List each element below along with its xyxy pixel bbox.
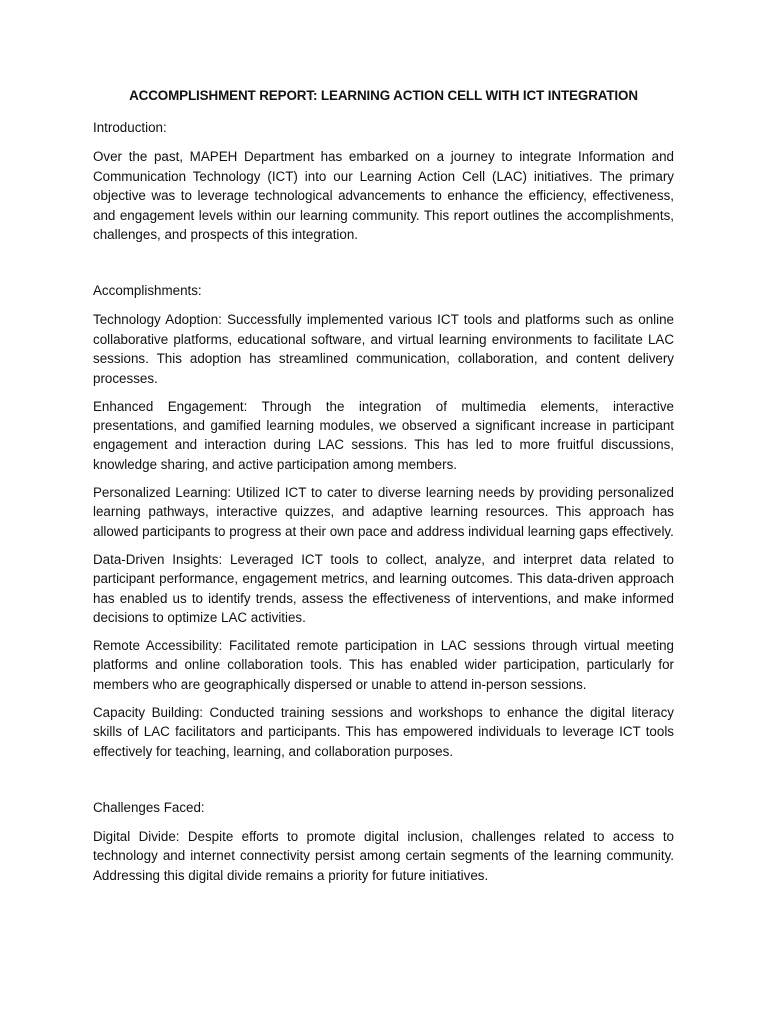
section-spacer bbox=[93, 770, 674, 798]
accomplishment-data-driven-insights: Data-Driven Insights: Leveraged ICT tools to collect, analyze, and interpret data related to participant performance, engagement metrics, and learning outcomes. This data-driven approach has enabled us to identify trends, assess the effectiveness of interventions, and make informed decisions to optimize LAC activities. bbox=[93, 551, 674, 625]
section-spacer bbox=[93, 253, 674, 281]
introduction-paragraph: Over the past, MAPEH Department has embarked on a journey to integrate Information and Communication Technology (ICT) into our Learning Action Cell (LAC) initiatives. The primary objective was to leverage technological advancements to enhance the efficiency, effectiveness, and engagement levels within our learning community. This report outlines the accomplishments, challenges, and prospects of this integration. bbox=[93, 149, 674, 243]
accomplishment-remote-accessibility: Remote Accessibility: Facilitated remote participation in LAC sessions through virtual meeting platforms and online collaboration tools. This has enabled wider participation, particularly for members who are geographically dispersed or unable to attend in-person sessions. bbox=[93, 637, 674, 692]
accomplishments-heading: Accomplishments: bbox=[93, 283, 202, 299]
challenges-heading: Challenges Faced: bbox=[93, 799, 205, 815]
document-title: ACCOMPLISHMENT REPORT: LEARNING ACTION CELL WITH ICT INTEGRATION bbox=[129, 88, 638, 103]
introduction-heading: Introduction: bbox=[93, 120, 167, 135]
challenge-digital-divide: Digital Divide: Despite efforts to promote digital inclusion, challenges related to access to technology and internet connectivity persist among certain segments of the learning community. Addressing this digital divide remains a priority for future initiatives. bbox=[93, 828, 674, 883]
accomplishment-personalized-learning: Personalized Learning: Utilized ICT to cater to diverse learning needs by providing personalized learning pathways, interactive quizzes, and adaptive learning resources. This approach has allowed participants to progress at their own pace and address individual learning gaps effectively. bbox=[93, 484, 674, 539]
document-page bbox=[93, 86, 674, 894]
accomplishment-enhanced-engagement: Enhanced Engagement: Through the integration of multimedia elements, interactive presentations, and gamified learning modules, we observed a significant increase in participant engagement and interaction during LAC sessions. This has led to more fruitful discussions, knowledge sharing, and active participation among members. bbox=[93, 398, 674, 472]
accomplishment-technology-adoption: Technology Adoption: Successfully implemented various ICT tools and platforms such as online collaborative platforms, educational software, and virtual learning environments to facilitate LAC sessions. This adoption has streamlined communication, collaboration, and content delivery processes. bbox=[93, 312, 674, 386]
accomplishment-capacity-building: Capacity Building: Conducted training sessions and workshops to enhance the digital literacy skills of LAC facilitators and participants. This has empowered individuals to leverage ICT tools effectively for teaching, learning, and collaboration purposes. bbox=[93, 704, 674, 759]
